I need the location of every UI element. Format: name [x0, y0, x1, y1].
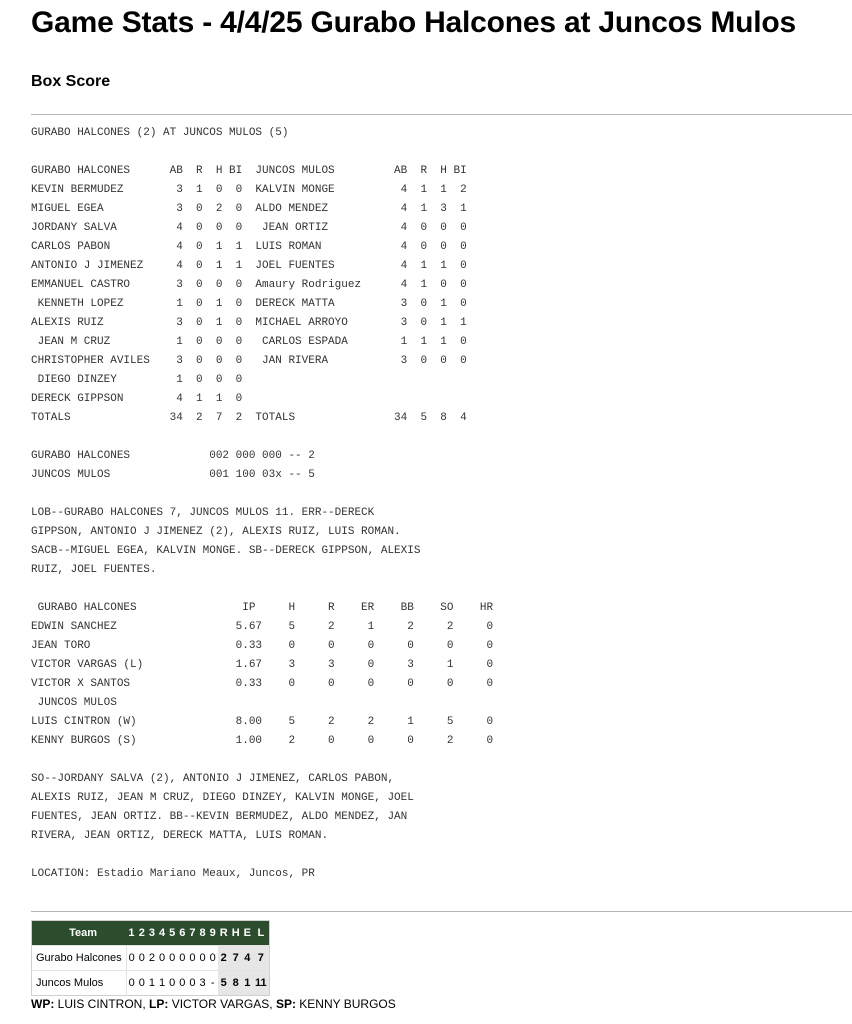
team-name: Juncos Mulos	[32, 971, 127, 996]
total-lob: 7	[253, 946, 269, 971]
inning-score: 0	[177, 971, 187, 996]
box-score-line: TOTALS 34 2 7 2 TOTALS 34 5 8 4	[31, 412, 467, 424]
header-inning-9: 9	[208, 921, 218, 946]
box-score-line: ALEXIS RUIZ, JEAN M CRUZ, DIEGO DINZEY, KALVIN MONGE, JOEL	[31, 792, 414, 804]
box-score-line: JUNCOS MULOS	[31, 697, 117, 709]
box-score-line: CARLOS PABON 4 0 1 1 LUIS ROMAN 4 0 0 0	[31, 241, 467, 253]
line-score-header-row	[32, 921, 270, 946]
header-inning-5: 5	[167, 921, 177, 946]
box-score-line: JEAN M CRUZ 1 0 0 0 CARLOS ESPADA 1 1 1 0	[31, 336, 467, 348]
bottom-divider	[31, 911, 852, 912]
header-inning-1: 1	[126, 921, 137, 946]
inning-score: 3	[197, 971, 207, 996]
box-score-text	[31, 124, 493, 884]
line-score-row-gurabo	[32, 946, 270, 971]
header-inning-2: 2	[137, 921, 147, 946]
inning-score: -	[208, 971, 218, 996]
total-runs: 2	[218, 946, 230, 971]
box-score-line: ANTONIO J JIMENEZ 4 0 1 1 JOEL FUENTES 4 1 1 0	[31, 260, 467, 272]
box-score-line: DIEGO DINZEY 1 0 0 0	[31, 374, 243, 386]
pitcher-decisions	[31, 997, 396, 1011]
total-hits: 8	[230, 971, 242, 996]
total-runs: 5	[218, 971, 230, 996]
total-errors: 4	[242, 946, 253, 971]
inning-score: 0	[197, 946, 207, 971]
inning-score: 0	[208, 946, 218, 971]
box-score-line: VICTOR X SANTOS 0.33 0 0 0 0 0 0	[31, 678, 494, 690]
box-score-line: EDWIN SANCHEZ 5.67 5 2 1 2 2 0	[31, 621, 494, 633]
box-score-line: CHRISTOPHER AVILES 3 0 0 0 JAN RIVERA 3 0 0 0	[31, 355, 467, 367]
total-hits: 7	[230, 946, 242, 971]
box-score-line: MIGUEL EGEA 3 0 2 0 ALDO MENDEZ 4 1 3 1	[31, 203, 467, 215]
box-score-line: RUIZ, JOEL FUENTES.	[31, 564, 157, 576]
inning-score: 0	[187, 946, 197, 971]
inning-score: 2	[147, 946, 157, 971]
header-inning-7: 7	[187, 921, 197, 946]
box-score-line: RIVERA, JEAN ORTIZ, DERECK MATTA, LUIS ROMAN.	[31, 830, 329, 842]
box-score-line: EMMANUEL CASTRO 3 0 0 0 Amaury Rodriguez 4 1 0 0	[31, 279, 467, 291]
box-score-line: ALEXIS RUIZ 3 0 1 0 MICHAEL ARROYO 3 0 1 1	[31, 317, 467, 329]
header-inning-4: 4	[157, 921, 167, 946]
box-score-line: GIPPSON, ANTONIO J JIMENEZ (2), ALEXIS RUIZ, LUIS ROMAN.	[31, 526, 401, 538]
inning-score: 0	[167, 946, 177, 971]
box-score-line: SO--JORDANY SALVA (2), ANTONIO J JIMENEZ, CARLOS PABON,	[31, 773, 395, 785]
total-errors: 1	[242, 971, 253, 996]
header-inning-6: 6	[177, 921, 187, 946]
header-lob: L	[253, 921, 269, 946]
box-score-line: JORDANY SALVA 4 0 0 0 JEAN ORTIZ 4 0 0 0	[31, 222, 467, 234]
header-runs: R	[218, 921, 230, 946]
sp-label: SP:	[275, 997, 296, 1011]
inning-score: 1	[157, 971, 167, 996]
box-score-line: LUIS CINTRON (W) 8.00 5 2 2 1 5 0	[31, 716, 494, 728]
box-score-line: JUNCOS MULOS 001 100 03x -- 5	[31, 469, 315, 481]
box-score-line: KEVIN BERMUDEZ 3 1 0 0 KALVIN MONGE 4 1 1 2	[31, 184, 467, 196]
box-score-line: JEAN TORO 0.33 0 0 0 0 0 0	[31, 640, 494, 652]
box-score-line: LOCATION: Estadio Mariano Meaux, Juncos, PR	[31, 868, 315, 880]
save-pitcher: KENNY BURGOS	[295, 997, 396, 1011]
box-score-line: GURABO HALCONES (2) AT JUNCOS MULOS (5)	[31, 127, 289, 139]
total-lob: 11	[253, 971, 269, 996]
inning-score: 0	[126, 946, 137, 971]
header-hits: H	[230, 921, 242, 946]
box-score-line: GURABO HALCONES 002 000 000 -- 2	[31, 450, 315, 462]
inning-score: 1	[147, 971, 157, 996]
box-score-line: FUENTES, JEAN ORTIZ. BB--KEVIN BERMUDEZ, ALDO MENDEZ, JAN	[31, 811, 408, 823]
inning-score: 0	[137, 946, 147, 971]
box-score-line: LOB--GURABO HALCONES 7, JUNCOS MULOS 11. ERR--DERECK	[31, 507, 375, 519]
box-score-line: VICTOR VARGAS (L) 1.67 3 3 0 3 1 0	[31, 659, 494, 671]
header-inning-8: 8	[197, 921, 207, 946]
section-heading-box-score: Box Score	[31, 73, 111, 90]
inning-score: 0	[177, 946, 187, 971]
line-score-row-juncos	[32, 971, 270, 996]
inning-score: 0	[167, 971, 177, 996]
wp-label: WP:	[31, 997, 55, 1011]
inning-score: 0	[126, 971, 137, 996]
box-score-line: GURABO HALCONES IP H R ER BB SO HR	[31, 602, 494, 614]
inning-score: 0	[157, 946, 167, 971]
top-divider	[31, 114, 852, 115]
inning-score: 0	[137, 971, 147, 996]
box-score-line: SACB--MIGUEL EGEA, KALVIN MONGE. SB--DERECK GIPPSON, ALEXIS	[31, 545, 421, 557]
winning-pitcher: LUIS CINTRON,	[54, 997, 150, 1011]
lp-label: LP:	[149, 997, 169, 1011]
losing-pitcher: VICTOR VARGAS,	[168, 997, 276, 1011]
line-score-table	[31, 920, 270, 996]
header-errors: E	[242, 921, 253, 946]
box-score-line: DERECK GIPPSON 4 1 1 0	[31, 393, 243, 405]
box-score-line: KENNETH LOPEZ 1 0 1 0 DERECK MATTA 3 0 1 0	[31, 298, 467, 310]
header-inning-3: 3	[147, 921, 157, 946]
box-score-line: KENNY BURGOS (S) 1.00 2 0 0 0 2 0	[31, 735, 494, 747]
team-name: Gurabo Halcones	[32, 946, 127, 971]
header-team: Team	[32, 921, 127, 946]
page-title: Game Stats - 4/4/25 Gurabo Halcones at Juncos Mulos	[31, 6, 797, 39]
inning-score: 0	[187, 971, 197, 996]
box-score-line: GURABO HALCONES AB R H BI JUNCOS MULOS AB R H BI	[31, 165, 467, 177]
